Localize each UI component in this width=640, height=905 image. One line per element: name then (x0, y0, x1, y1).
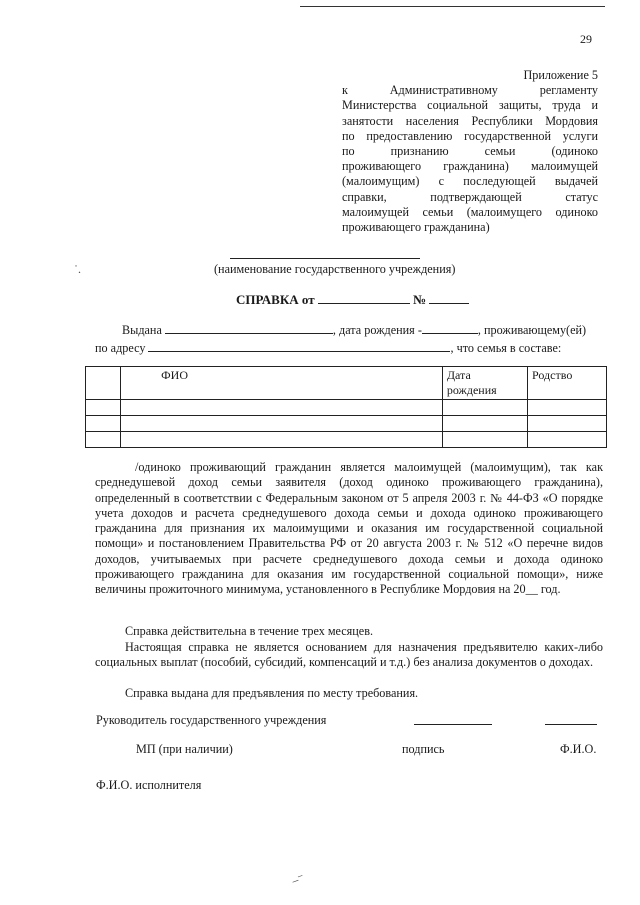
signature-line (414, 724, 492, 725)
appendix-line: (малоимущим) с последующей выдачей (342, 174, 598, 189)
institution-label: (наименование государственного учреждения) (214, 262, 456, 276)
issued-line (122, 323, 586, 338)
appendix-block (342, 68, 598, 235)
appendix-line: Министерства социальной защиты, труда и (342, 98, 598, 113)
table-cell (121, 400, 443, 416)
table-cell (442, 416, 527, 432)
table-cell (86, 416, 121, 432)
table-cell (121, 432, 443, 448)
address-line (95, 341, 561, 356)
resident-label: , проживающему(ей) (477, 323, 587, 337)
doc-title (236, 292, 469, 308)
address-blank (148, 341, 450, 352)
composition-label: , что семья в составе: (450, 341, 562, 355)
fio-line (545, 724, 597, 725)
not-basis-paragraph: Настоящая справка не является основанием для назначения предъявителю каких-либо социальных выплат (пособий, субсидий, компенсаций и т.д.) без анализа документов о доходах. (95, 640, 603, 670)
doc-date-blank (318, 293, 410, 304)
main-paragraph: /одиноко проживающий гражданин является малоимущей (малоимущим), так как среднедушевой доход семьи заявителя (доход одиноко проживающего гражданина), определенный в соответствии с Федеральным законом от 5 апреля 2003 г. № 44-ФЗ «О порядке учета доходов и расчета среднедушевого дохода семьи и дохода одиноко проживающего гражданина для признания их малоимущими и оказания им государственной социальной помощи» и постановлением Правительства РФ от 20 августа 2003 г. № 512 «О перечне видов доходов, учитываемых при расчете среднедушевого дохода семьи и дохода одиноко проживающего гражданина для оказания им государственной социальной помощи», ниже величины прожиточного минимума, установленного в Республике Мордовия на 20__ год. (95, 460, 603, 597)
appendix-line: занятости населения Республики Мордовия (342, 113, 598, 128)
signature-label: подпись (402, 742, 445, 756)
issued-for-paragraph: Справка выдана для предъявления по месту требования. (125, 686, 419, 700)
appendix-line: проживающего гражданина) малоимущей (342, 159, 598, 174)
doc-number-blank (429, 293, 469, 304)
header-cell-birthdate: Дата рождения (442, 367, 527, 400)
doc-number-sign: № (413, 292, 427, 307)
issued-label: Выдана (122, 323, 162, 337)
scan-mark-icon: ‒⁻ (289, 870, 307, 888)
executor-label: Ф.И.О. исполнителя (96, 778, 202, 792)
appendix-line: справки, подтверждающей статус (342, 189, 598, 204)
page-number: 29 (580, 32, 592, 46)
header-cell-index (86, 367, 121, 400)
family-table (85, 366, 607, 448)
address-label: по адресу (95, 341, 146, 355)
table-row (86, 416, 607, 432)
institution-name-line (230, 258, 420, 259)
birth-date-blank (422, 323, 478, 334)
header-cell-relation: Родство (528, 367, 607, 400)
head-label: Руководитель государственного учреждения (96, 713, 327, 727)
fio-label: Ф.И.О. (560, 742, 597, 756)
scan-mark-icon: ˙. (74, 262, 81, 276)
table-cell (528, 416, 607, 432)
top-edge-line (300, 6, 605, 7)
table-cell (528, 400, 607, 416)
birth-label: , дата рождения - (332, 323, 422, 337)
table-cell (121, 416, 443, 432)
appendix-line: по предоставлению государственной услуги (342, 128, 598, 143)
appendix-line: проживающего гражданина) (342, 220, 490, 235)
issued-name-blank (165, 323, 333, 334)
table-row (86, 432, 607, 448)
table-row (86, 400, 607, 416)
table-cell (86, 432, 121, 448)
appendix-title: Приложение 5 (523, 68, 598, 82)
appendix-line: малоимущей семьи (малоимущего одиноко (342, 204, 598, 219)
validity-paragraph: Справка действительна в течение трех месяцев. (125, 624, 374, 638)
appendix-line: по признанию семьи (одиноко (342, 144, 598, 159)
doc-title-prefix: СПРАВКА от (236, 292, 315, 307)
table-header-row (86, 367, 607, 400)
appendix-line: к Административному регламенту (342, 83, 598, 98)
table-cell (528, 432, 607, 448)
table-cell (442, 432, 527, 448)
header-cell-fio: ФИО (121, 367, 443, 400)
table-cell (442, 400, 527, 416)
stamp-label: МП (при наличии) (136, 742, 233, 756)
table-cell (86, 400, 121, 416)
